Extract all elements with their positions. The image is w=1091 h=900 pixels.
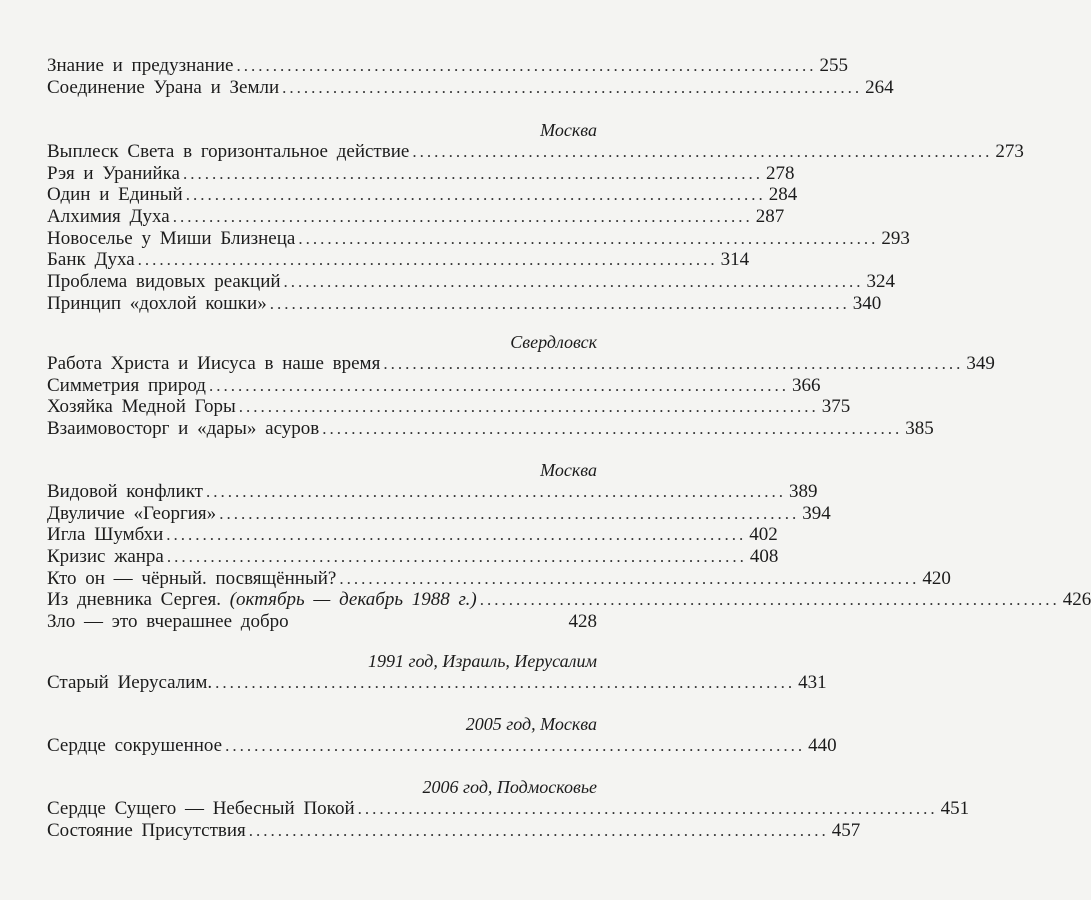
toc-entry: Двуличие «Георгия» ................................................................................ 394 (47, 502, 831, 524)
toc-entry: Банк Духа ................................................................................ 314 (47, 249, 750, 271)
entry-page: 408 (749, 546, 779, 568)
toc-section (47, 120, 1024, 315)
entry-page: 375 (821, 396, 851, 418)
entry-title: Взаимовосторг и «дары» асуров (47, 418, 320, 440)
entry-page: 278 (765, 162, 795, 184)
toc-entry: Сердце сокрушенное ................................................................................ 440 (47, 735, 837, 756)
entry-title: Видовой конфликт (47, 481, 203, 502)
entry-title: Банк Духа (47, 249, 135, 271)
toc-entry: Видовой конфликт ................................................................................ 389 (47, 481, 818, 502)
entry-page: 273 (995, 141, 1024, 162)
entry-page: 340 (852, 292, 882, 314)
toc-entry: Игла Шумбхи ................................................................................ 402 (47, 524, 778, 546)
entry-title: Двуличие «Георгия» (47, 502, 217, 524)
entry-title: Сердце Сущего — Небесный Покой (47, 798, 355, 819)
section-heading: 1991 год, Израиль, Иерусалим (367, 651, 597, 671)
toc-entry: Принцип «дохлой кошки» ................................................................................ 340 (47, 292, 882, 314)
toc-entry: Знание и предузнание ................................................................................ 255 (47, 55, 848, 76)
entry-page: 287 (755, 206, 785, 228)
section-heading: Москва (540, 120, 597, 140)
entry-page: 426 (1062, 589, 1091, 611)
entry-title: Алхимия Духа (47, 206, 170, 228)
entry-page: 324 (866, 271, 896, 293)
toc-entry: Взаимовосторг и «дары» асуров ................................................................................ 385 (47, 418, 934, 440)
entry-page: 366 (791, 374, 821, 396)
toc-section (47, 332, 995, 440)
entry-page: 284 (768, 184, 798, 206)
section-heading: 2006 год, Подмосковье (422, 777, 597, 797)
toc-entry: Кто он — чёрный. посвящённый? ................................................................................ 420 (47, 567, 951, 589)
entry-page: 385 (905, 418, 934, 440)
toc-entry: Из дневника Сергея. (октябрь — декабрь 1988 г.) ................................................................................ 426 (47, 589, 1091, 611)
section-heading: Москва (540, 460, 597, 480)
section-heading: Свердловск (510, 332, 597, 352)
entry-title: Принцип «дохлой кошки» (47, 292, 267, 314)
toc-entry: Соединение Урана и Земли ................................................................................ 264 (47, 76, 894, 98)
entry-page: 451 (940, 798, 970, 819)
entry-title: Старый Иерусалим. (47, 672, 213, 693)
toc-entry: Проблема видовых реакций ................................................................................ 324 (47, 271, 896, 293)
toc-entry: Новоселье у Миши Близнеца ................................................................................ 293 (47, 227, 910, 249)
toc-entry: Симметрия природ ................................................................................ 366 (47, 374, 821, 396)
entry-page: 428 (568, 611, 597, 633)
entry-page: 314 (720, 249, 750, 271)
toc-section (47, 714, 837, 757)
entry-page: 440 (808, 735, 837, 756)
toc-entry: Хозяйка Медной Горы ................................................................................ 375 (47, 396, 851, 418)
toc-entry: Кризис жанра ................................................................................ 408 (47, 546, 779, 568)
toc-entry: Выплеск Света в горизонтальное действие ................................................................................ 273 (47, 141, 1024, 162)
toc-section (47, 55, 894, 98)
toc-entry: Алхимия Духа ................................................................................ 287 (47, 206, 785, 228)
entry-title: Выплеск Света в горизонтальное действие (47, 141, 410, 162)
entry-title: Кто он — чёрный. посвящённый? (47, 567, 337, 589)
entry-title: Знание и предузнание (47, 55, 234, 76)
entry-page: 431 (798, 672, 827, 693)
entry-page: 402 (749, 524, 778, 546)
toc-entry: Рэя и Уранийка ................................................................................ 278 (47, 162, 795, 184)
entry-page: 255 (819, 55, 848, 76)
entry-page: 264 (865, 76, 894, 98)
entry-title: Один и Единый (47, 184, 183, 206)
toc-section (47, 777, 970, 841)
entry-note: (октябрь — декабрь 1988 г.) (229, 589, 477, 611)
entry-page: 349 (966, 353, 995, 374)
entry-title: Проблема видовых реакций (47, 271, 281, 293)
toc-entry: Старый Иерусалим. ................................................................................ 431 (47, 672, 827, 693)
toc-entry: Состояние Присутствия ................................................................................ 457 (47, 819, 861, 841)
toc-entry: Работа Христа и Иисуса в наше время ................................................................................ 349 (47, 353, 995, 374)
entry-title: Рэя и Уранийка (47, 162, 180, 184)
entry-title: Работа Христа и Иисуса в наше время (47, 353, 381, 374)
toc-section (47, 651, 827, 694)
toc-section (47, 460, 1091, 633)
entry-title: Сердце сокрушенное (47, 735, 223, 756)
entry-title: Симметрия природ (47, 374, 206, 396)
section-heading: 2005 год, Москва (465, 714, 597, 734)
entry-page: 389 (788, 481, 818, 502)
entry-page: 420 (922, 567, 951, 589)
toc-entry: Сердце Сущего — Небесный Покой ................................................................................ 451 (47, 798, 970, 819)
entry-page: 457 (831, 819, 861, 841)
toc-entry: Один и Единый ................................................................................ 284 (47, 184, 798, 206)
toc-entry (47, 611, 597, 633)
entry-title: Кризис жанра (47, 546, 164, 568)
entry-title: Зло — это вчерашнее добро (47, 611, 289, 633)
entry-title: Соединение Урана и Земли (47, 76, 280, 98)
entry-title-text: Из дневника Сергея. (47, 589, 221, 611)
entry-title: Хозяйка Медной Горы (47, 396, 236, 418)
entry-title: Игла Шумбхи (47, 524, 164, 546)
entry-title: Состояние Присутствия (47, 819, 246, 841)
entry-page: 394 (802, 502, 831, 524)
entry-title (47, 589, 477, 611)
entry-page: 293 (881, 227, 910, 249)
entry-title: Новоселье у Миши Близнеца (47, 227, 296, 249)
